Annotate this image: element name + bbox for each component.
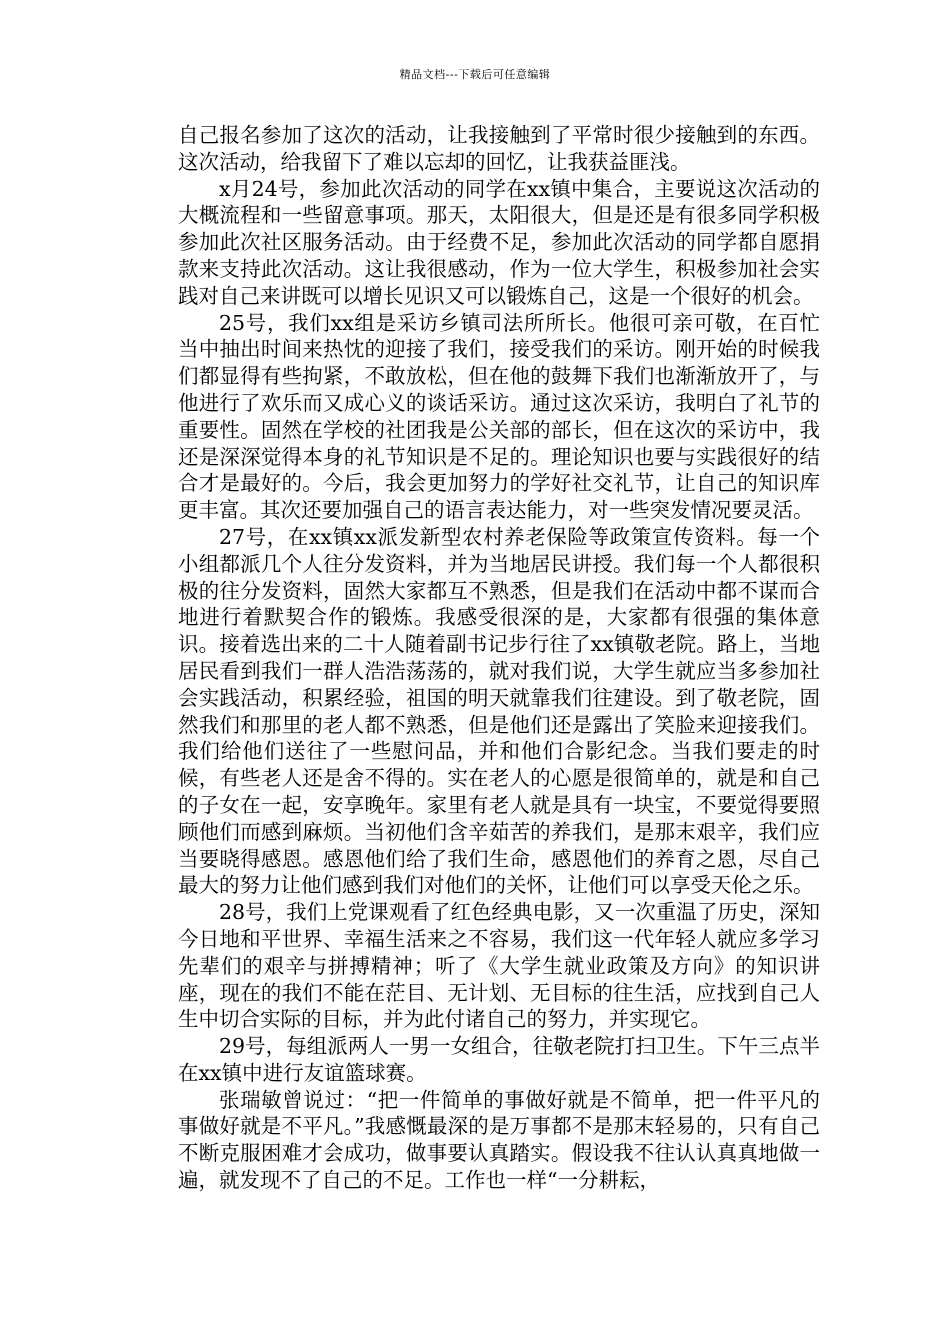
paragraph-day-25: 25号，我们xx组是采访乡镇司法所所长。他很可亲可敬，在百忙当中抽出时间来热忱的迎接了我们，接受我们的采访。刚开始的时候我们都显得有些拘紧，不敢放松，但在他的鼓舞下我们也渐渐放开了，与他进行了欢乐而又成心义的谈话采访。通过这次采访，我明白了礼节的重要性。固然在学校的社团我是公关部的部长，但在这次的采访中，我还是深深觉得本身的礼节知识是不足的。理论知识也要与实践很好的结合才是最好的。今后，我会更加努力的学好社交礼节，让自己的知识库更丰富。其次还要加强自己的语言表达能力，对一些突发情况要灵活。 (178, 310, 820, 523)
document-body (178, 122, 820, 1194)
paragraph-day-24: x月24号，参加此次活动的同学在xx镇中集合，主要说这次活动的大概流程和一些留意事项。那天，太阳很大，但是还是有很多同学积极参加此次社区服务活动。由于经费不足，参加此次活动的同学都自愿捐款来支持此次活动。这让我很感动，作为一位大学生，积极参加社会实践对自己来讲既可以增长见识又可以锻炼自己，这是一个很好的机会。 (178, 176, 820, 308)
paragraph-continuation: 自己报名参加了这次的活动，让我接触到了平常时很少接触到的东西。这次活动，给我留下了难以忘却的回忆，让我获益匪浅。 (178, 123, 820, 174)
paragraph-day-29: 29号，每组派两人一男一女组合，往敬老院打扫卫生。下午三点半在xx镇中进行友谊篮球赛。 (178, 1034, 820, 1085)
paragraph-day-27: 27号，在xx镇xx派发新型农村养老保险等政策宣传资料。每一个小组都派几个人往分发资料，并为当地居民讲授。我们每一个人都很积极的往分发资料，固然大家都互不熟悉，但是我们在活动中都不谋而合地进行着默契合作的锻炼。我感受很深的是，大家都有很强的集体意识。接着选出来的二十人随着副书记步行往了xx镇敬老院。路上，当地居民看到我们一群人浩浩荡荡的，就对我们说，大学生就应当多参加社会实践活动，积累经验，祖国的明天就靠我们往建设。到了敬老院，固然我们和那里的老人都不熟悉，但是他们还是露出了笑脸来迎接我们。我们给他们送往了一些慰问品，并和他们合影纪念。当我们要走的时候，有些老人还是舍不得的。实在老人的心愿是很简单的，就是和自己的子女在一起，安享晚年。家里有老人就是具有一块宝，不要觉得要照顾他们而感到麻烦。当初他们含辛茹苦的养我们，是那末艰辛，我们应当要晓得感恩。感恩他们给了我们生命，感恩他们的养育之恩，尽自己最大的努力让他们感到我们对他们的关怀，让他们可以享受天伦之乐。 (178, 524, 820, 898)
paragraph-reflection: 张瑞敏曾说过：“把一件简单的事做好就是不简单，把一件平凡的事做好就是不平凡。”我感慨最深的是万事都不是那末轻易的，只有自己不断克服困难才会成功，做事要认真踏实。假设我不往认认真真地做一遍，就发现不了自己的不足。工作也一样“一分耕耘， (178, 1087, 820, 1193)
page-header: 精品文档---下载后可任意编辑 (399, 68, 551, 81)
paragraph-day-28: 28号，我们上党课观看了红色经典电影，又一次重温了历史，深知今日地和平世界、幸福生活来之不容易，我们这一代年轻人就应多学习先辈们的艰辛与拼搏精神；听了《大学生就业政策及方向》的知识讲座，现在的我们不能在茫目、无计划、无目标的往生活，应找到自己人生中切合实际的目标，并为此付诸自己的努力，并实现它。 (178, 900, 820, 1032)
